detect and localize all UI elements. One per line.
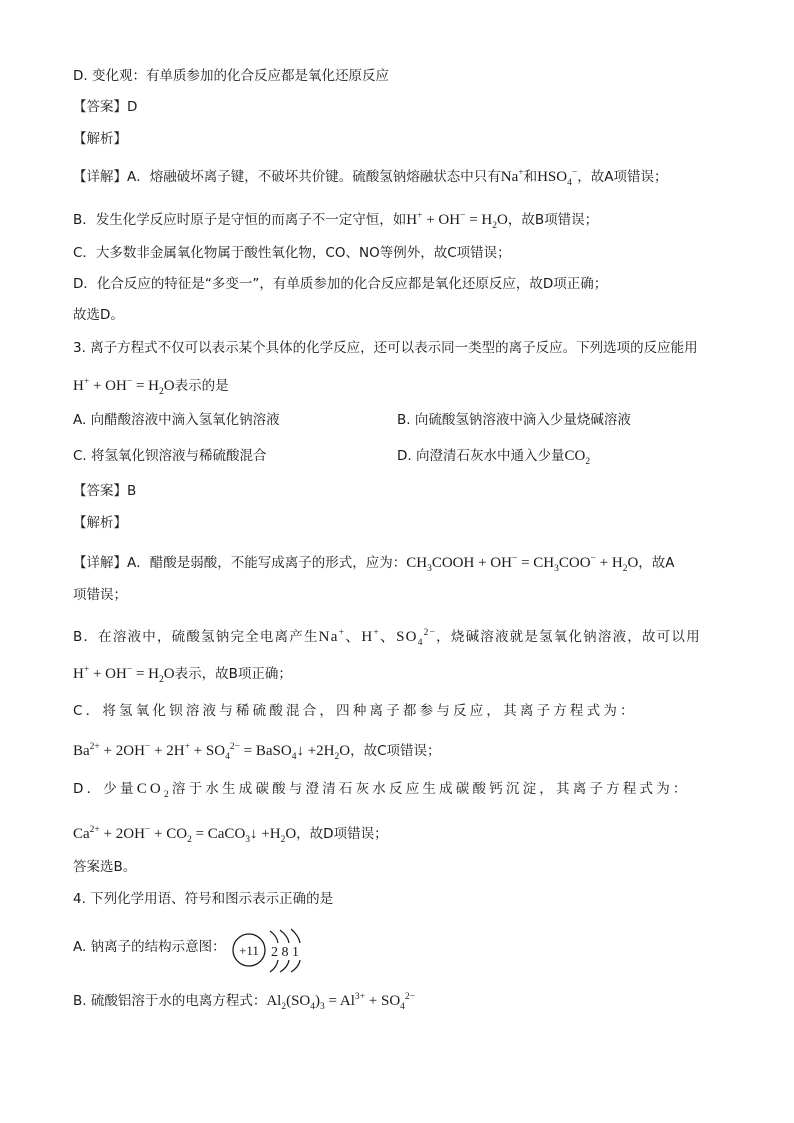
option-4b-line	[73, 987, 415, 1017]
detail-3d-text: D．少量	[73, 781, 137, 797]
detail-d-line: D．化合反应的特征是“多变一”，有单质参加的化合反应都是氧化还原反应，故D项正确；	[73, 276, 608, 292]
detail-3d-end: ，故D项错误；	[296, 826, 388, 842]
detail-3b-end: 表示，故B项正确；	[174, 666, 292, 682]
detail-3a-cont: 项错误；	[73, 587, 127, 603]
detail-3b-cont	[73, 660, 292, 690]
detail-a-end: ，故A项错误；	[577, 169, 668, 185]
formula-baso4: $Ba^{2+} + 2OH^- + 2H^+ + SO_4^{2-}$ = BaSO$_4$↓ $+2H_2O$	[73, 742, 351, 762]
detail-3b-line	[73, 623, 701, 653]
formula-acetic: $CH_3COOH + OH^- = CH_3COO^- + H_2O$	[406, 554, 639, 574]
detail-c-line: C．大多数非金属氧化物属于酸性氧化物，CO、NO等例外，故C项错误；	[73, 245, 511, 261]
detail-a-text: 【详解】A．熔融破坏离子键，不破坏共价键。硫酸氢钠熔融状态中只有	[73, 169, 501, 185]
detail-b-text: B．发生化学反应时原子是守恒的而离子不一定守恒，如	[73, 212, 407, 228]
formula-ions: Na+、H+、$SO_4^{2-}$	[318, 628, 437, 648]
option-4b-label: B. 硫酸铝溶于水的电离方程式：	[73, 993, 267, 1009]
detail-3a-end: ，故A	[638, 555, 675, 571]
detail-b-end: ，故B项错误；	[507, 212, 599, 228]
detail-3b-mid: ，烧碱溶液就是氢氧化钠溶液，故可以用	[436, 629, 701, 645]
shell-electrons: 2 8 1	[271, 945, 299, 960]
detail-3c-end: ，故C项错误；	[350, 743, 441, 759]
conclusion-line: 故选D。	[73, 307, 124, 323]
detail-3d-line	[73, 779, 690, 805]
formula-co2: $CO_2$	[564, 448, 591, 467]
formula-neutralization-q: $H^+ + OH^- = H_2O$	[73, 377, 175, 397]
analysis-label-2: 【解析】	[73, 515, 127, 531]
option-b: B. 向硫酸氢钠溶液中滴入少量烧碱溶液	[397, 412, 631, 428]
sodium-atom-diagram	[228, 928, 328, 973]
answer-select-b: 答案选B。	[73, 859, 137, 875]
option-d-label: D. 向澄清石灰水中通入少量	[397, 448, 565, 464]
option-d	[397, 446, 590, 472]
detail-3d-mid: 溶于水生成碳酸与澄清石灰水反应生成碳酸钙沉淀，其离子方程式为：	[171, 781, 690, 797]
question-3-stem-2	[73, 372, 229, 402]
formula-al2so4: $Al_2(SO_4)_3 = Al^{3+} + SO_4^{2-}$	[266, 992, 416, 1012]
option-4a-label: A. 钠离子的结构示意图：	[73, 939, 226, 955]
question-4-stem: 4. 下列化学用语、符号和图示表示正确的是	[73, 891, 334, 907]
answer-label: 【答案】D	[73, 99, 138, 115]
analysis-label: 【解析】	[73, 131, 127, 147]
formula-caco3: $Ca^{2+} + 2OH^- + CO_2$ = CaCO$_3$↓ $+H_2O$	[73, 825, 297, 845]
formula-hso4: $HSO_4^-$	[537, 168, 578, 188]
detail-b-line	[73, 206, 598, 236]
detail-3b-text: B．在溶液中，硫酸氢钠完全电离产生	[73, 629, 319, 645]
nucleus-label: +11	[239, 943, 259, 958]
formula-neutralization: $H^+ + OH^- = H_2O$	[406, 211, 508, 231]
detail-3c-cont	[73, 737, 441, 767]
formula-na-ion: Na+	[500, 168, 524, 185]
formula-neutralization-b: $H^+ + OH^- = H_2O$	[73, 665, 175, 685]
question-3-stem-end: 表示的是	[174, 378, 229, 394]
detail-3a-text: 【详解】A．醋酸是弱酸，不能写成离子的形式，应为：	[73, 555, 407, 571]
question-3-stem: 3. 离子方程式不仅可以表示某个具体的化学反应，还可以表示同一类型的离子反应。下列选项的反应能用	[73, 340, 698, 356]
detail-a-line	[73, 163, 667, 193]
detail-3d-cont	[73, 820, 388, 850]
and-text: 和	[523, 169, 538, 185]
answer-label-2: 【答案】B	[73, 483, 137, 499]
option-a: A. 向醋酸溶液中滴入氢氧化钠溶液	[73, 412, 280, 428]
detail-3a-line	[73, 549, 675, 579]
option-d-text: D. 变化观：有单质参加的化合反应都是氧化还原反应	[73, 68, 389, 84]
option-c: C. 将氢氧化钡溶液与稀硫酸混合	[73, 448, 267, 464]
detail-3c-line: C．将氢氧化钡溶液与稀硫酸混合，四种离子都参与反应，其离子方程式为：	[73, 703, 637, 719]
formula-co2-b: $CO_2$	[136, 781, 172, 800]
